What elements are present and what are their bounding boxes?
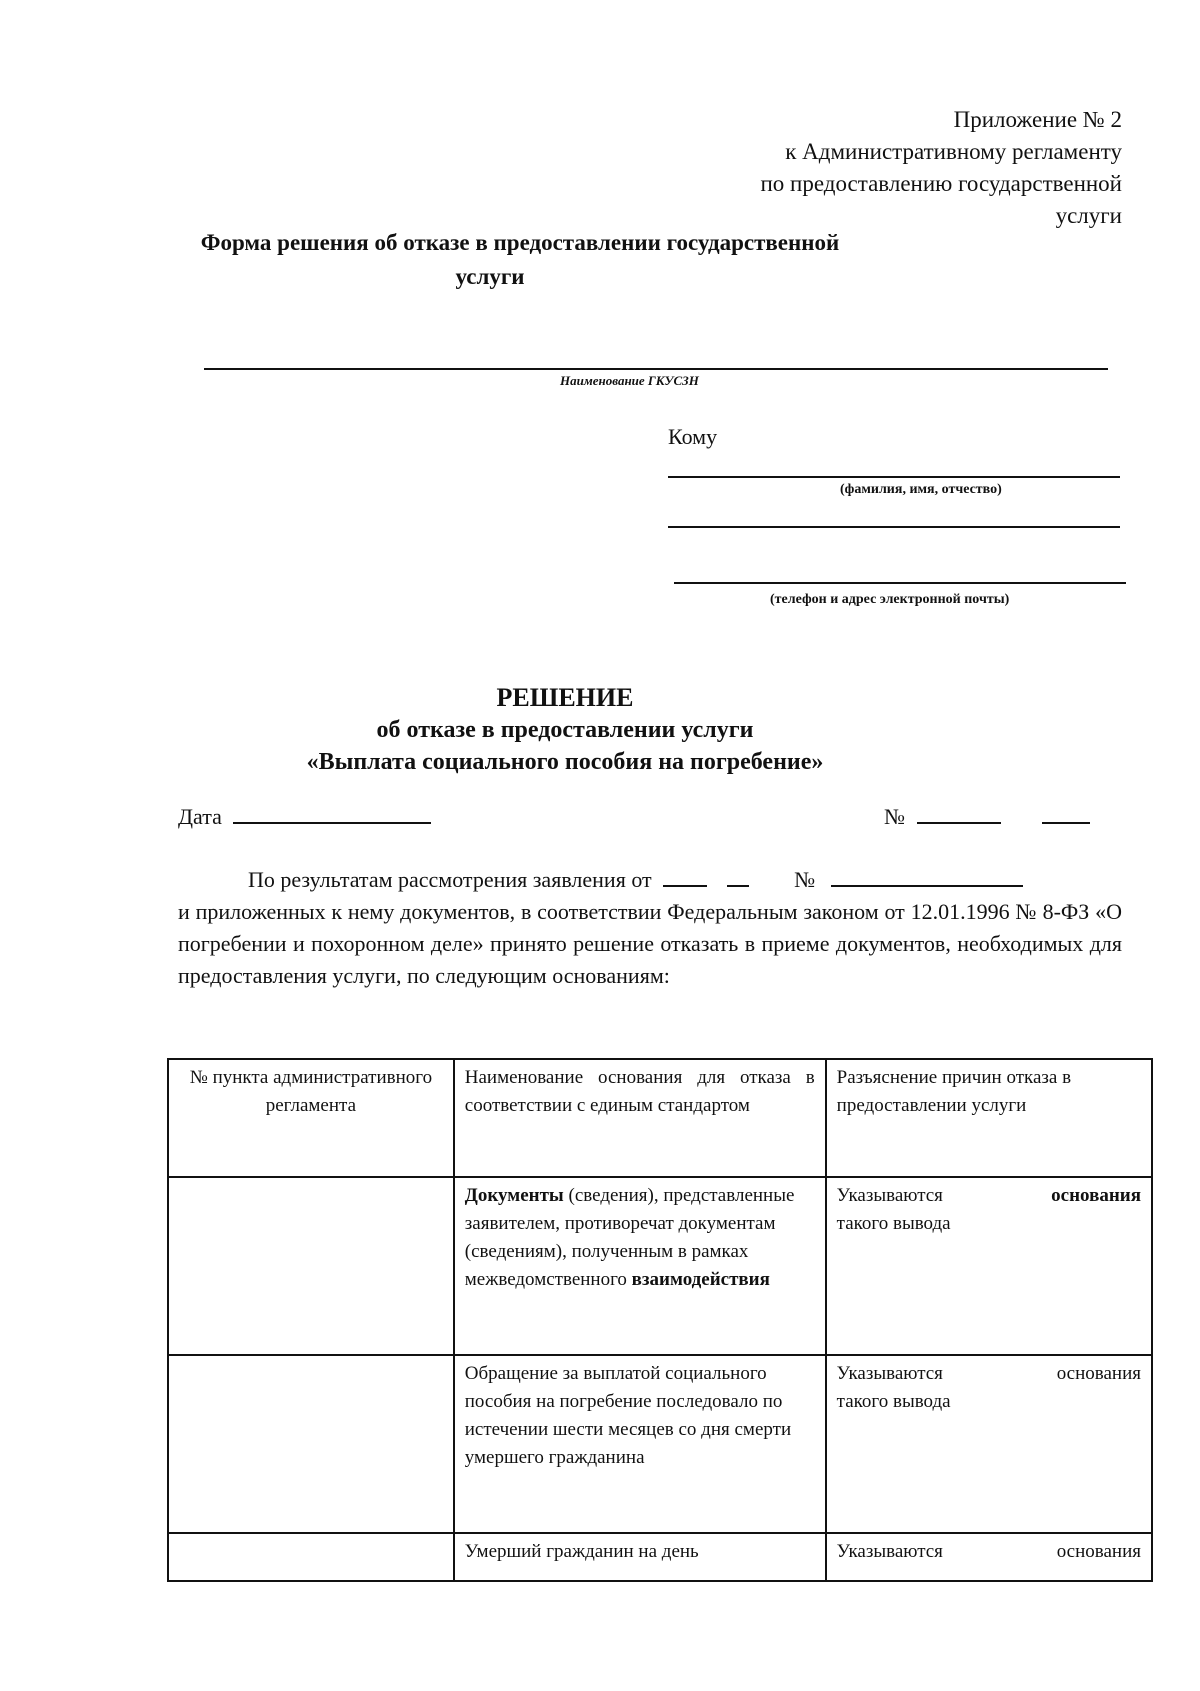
- decision-subtitle: об отказе в предоставлении услуги: [376, 717, 754, 743]
- appendix-line-1: Приложение № 2: [953, 107, 1122, 132]
- row-1-explanation-cell: [826, 1177, 1152, 1355]
- row-2-explanation-c: такого вывода: [836, 1391, 951, 1412]
- number-blank-field[interactable]: [917, 804, 1001, 824]
- decision-title: РЕШЕНИЕ: [496, 683, 634, 712]
- recipient-extra-line: [668, 526, 1120, 528]
- appendix-line-4: услуги: [1055, 203, 1122, 228]
- application-date-blank-2[interactable]: [727, 867, 749, 887]
- header-cell-3: Разъяснение причин отказа в предоставлении услуги: [826, 1059, 1152, 1177]
- appendix-line-3: по предоставлению государственной: [760, 171, 1122, 196]
- row-3-point-cell: [168, 1533, 454, 1581]
- row-3-reason-cell: Умерший гражданин на день: [454, 1533, 826, 1581]
- org-name-caption: Наименование ГКУСЗН: [560, 373, 699, 388]
- row-2-explanation-line: [837, 1360, 1141, 1388]
- body-text-part-2: №: [794, 867, 816, 892]
- application-date-blank[interactable]: [663, 867, 707, 887]
- body-first-line: [178, 864, 1122, 896]
- recipient-label: Кому: [668, 424, 718, 449]
- recipient-fio-line: [668, 476, 1120, 478]
- form-title-line-2: услуги: [455, 264, 525, 289]
- table-row: [168, 1355, 1152, 1533]
- row-3-explanation-b: основания: [1056, 1541, 1141, 1562]
- decision-title-block: [160, 682, 970, 778]
- refusal-reasons-table: [167, 1058, 1153, 1582]
- row-3-explanation-cell: [826, 1533, 1152, 1581]
- appendix-header: [760, 104, 1122, 232]
- date-blank-field[interactable]: [233, 804, 431, 824]
- row-2-point-cell: [168, 1355, 454, 1533]
- recipient-contacts-line: [674, 582, 1126, 584]
- table-row: [168, 1533, 1152, 1581]
- body-text-part-3: и приложенных к нему документов, в соответствии Федеральным законом от 12.01.1996 № 8-ФЗ «О погребении и похоронном деле» принято решение отказать в приеме документов, необходимых для предоставления услуги, по следующим основаниям:: [178, 899, 1122, 988]
- application-number-blank[interactable]: [831, 867, 1023, 887]
- form-title-line-1: Форма решения об отказе в предоставлении государственной: [200, 230, 840, 255]
- row-2-explanation-b: основания: [1056, 1363, 1141, 1384]
- row-2-reason-cell: Обращение за выплатой социального пособия на погребение последовало по истечении шести месяцев со дня смерти умершего гражданина: [454, 1355, 826, 1533]
- row-1-reason-text: (сведения), представленные заявителем, противоречат документам (сведениям), полученным в рамках межведомственного: [464, 1185, 795, 1290]
- row-1-reason-cell: [454, 1177, 826, 1355]
- row-1-explanation-b: основания: [1051, 1185, 1141, 1206]
- recipient-fio-caption: (фамилия, имя, отчество): [840, 482, 1002, 497]
- row-3-explanation-line: [837, 1538, 1141, 1566]
- row-3-explanation-a: Указываются: [836, 1541, 943, 1562]
- number-blank-field-2[interactable]: [1042, 804, 1090, 824]
- number-label: №: [884, 804, 905, 829]
- appendix-line-2: к Административному регламенту: [785, 139, 1122, 164]
- body-paragraph: [178, 864, 1122, 992]
- date-row: [178, 804, 431, 830]
- org-name-line: [204, 368, 1108, 370]
- body-text-part-1: По результатам рассмотрения заявления от: [248, 867, 652, 892]
- header-cell-2: Наименование основания для отказа в соответствии с единым стандартом: [454, 1059, 826, 1177]
- recipient-contacts-caption: (телефон и адрес электронной почты): [770, 592, 1010, 607]
- row-1-explanation-c: такого вывода: [836, 1213, 951, 1234]
- header-cell-1: № пункта административного регламента: [168, 1059, 454, 1177]
- row-1-reason-bold-start: Документы: [464, 1185, 564, 1206]
- decision-service-name: «Выплата социального пособия на погребение»: [306, 749, 824, 775]
- row-1-explanation-a: Указываются: [836, 1185, 943, 1206]
- row-1-explanation-line: [837, 1182, 1141, 1210]
- form-title: [120, 226, 920, 294]
- number-row: [884, 804, 1090, 830]
- row-1-point-cell: [168, 1177, 454, 1355]
- date-label: Дата: [178, 804, 222, 829]
- table-header-row: [168, 1059, 1152, 1177]
- table-row: [168, 1177, 1152, 1355]
- row-2-explanation-a: Указываются: [836, 1363, 943, 1384]
- row-1-reason-bold-end: взаимодействия: [631, 1269, 770, 1290]
- row-2-explanation-cell: [826, 1355, 1152, 1533]
